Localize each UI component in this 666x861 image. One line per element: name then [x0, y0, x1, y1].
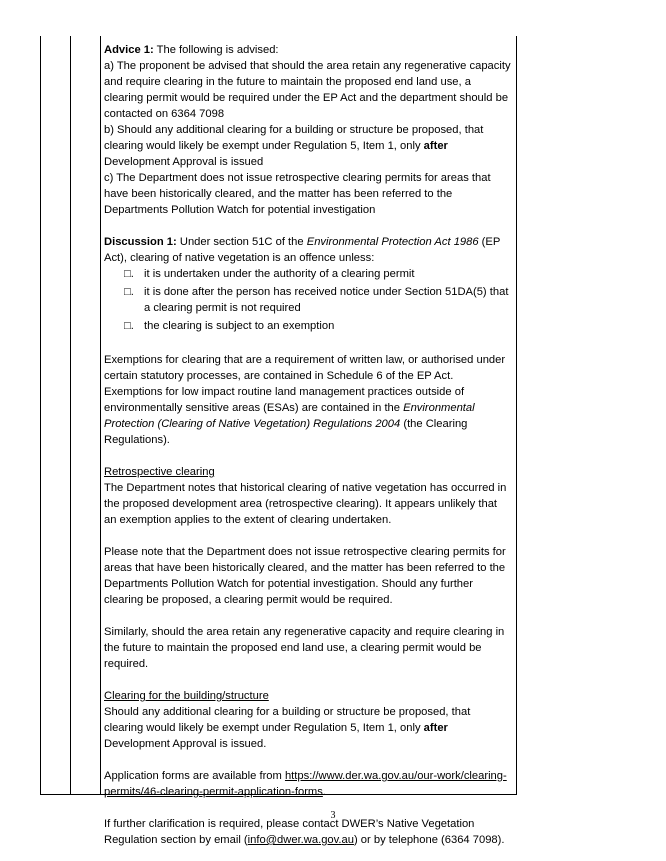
list-item-text: it is undertaken under the authority of a clearing permit [144, 268, 415, 280]
application-forms-link[interactable]: https://www.der.wa.gov.au/our-work/clearing-permits/46-clearing-permit-application-forms [104, 770, 507, 798]
bullet-box-icon: □. [124, 286, 134, 298]
exemptions-text-end: (the Clearing Regulations). [104, 418, 468, 446]
table-column-divider-1 [70, 36, 71, 795]
exemption-conditions-list [104, 266, 512, 334]
contact-text: If further clarification is required, please contact DWER’s Native Vegetation Regulation section by email ( [104, 818, 475, 846]
bullet-box-icon: □. [124, 320, 134, 332]
building-heading: Clearing for the building/structure [104, 690, 269, 702]
forms-text-end: . [322, 786, 326, 798]
list-item [122, 318, 512, 334]
exemptions-paragraph [104, 352, 512, 448]
list-item-text: it is done after the person has received notice under Section 51DA(5) that a clearing permit is not required [144, 286, 509, 314]
forms-paragraph [104, 768, 512, 800]
page-number: 3 [330, 810, 336, 821]
advice-item-c: c) The Department does not issue retrospective clearing permits for areas that have been historically cleared, and the matter has been referred to the Departments Pollution Watch for potential investigation [104, 172, 491, 216]
building-paragraph [104, 704, 512, 752]
contact-text-end: ) or by telephone (6364 7098). [353, 834, 505, 846]
advice-heading-rest: The following is advised: [153, 44, 279, 56]
advice-item-b-text-end: Development Approval is issued [104, 156, 264, 168]
discussion-intro-text: Under section 51C of the [176, 236, 307, 248]
retrospective-paragraph-3: Similarly, should the area retain any regenerative capacity and require clearing in the future to maintain the proposed end land use, a clearing permit would be required. [104, 626, 505, 670]
advice-heading-line [104, 42, 512, 58]
advice-item-a: a) The proponent be advised that should the area retain any regenerative capacity and require clearing in the future to maintain the proposed end land use, a clearing permit would be required under the EP Act and the department should be contacted on 6364 7098 [104, 60, 511, 120]
table-border-left [40, 36, 41, 795]
retrospective-paragraph-2: Please note that the Department does not issue retrospective clearing permits for areas that have been historically cleared, and the matter has been referred to the Departments Pollution Watch for potential investigation. Should any further clearing be proposed, a clearing permit would be required. [104, 546, 506, 606]
advice-item-b-text: b) Should any additional clearing for a building or structure be proposed, that clearing would likely be exempt under Regulation 5, Item 1, only [104, 124, 484, 152]
exemptions-text: Exemptions for clearing that are a requirement of written law, or authorised under certain statutory processes, are contained in Schedule 6 of the EP Act. Exemptions for low impact routine land management practices outside of environmentally sensitive areas (ESAs) are contained in the [104, 354, 506, 414]
discussion-heading: Discussion 1: [104, 236, 177, 248]
building-text: Should any additional clearing for a building or structure be proposed, that clearing would likely be exempt under Regulation 5, Item 1, only [104, 706, 471, 734]
advice-heading: Advice 1: [104, 44, 154, 56]
discussion-act-title: Environmental Protection Act 1986 [306, 236, 479, 248]
retrospective-paragraph-1: The Department notes that historical clearing of native vegetation has occurred in the proposed development area (retrospective clearing). It appears unlikely that an exemption applies to the extent of clearing undertaken. [104, 482, 507, 526]
list-item [122, 284, 512, 316]
retrospective-heading: Retrospective clearing [104, 466, 215, 478]
list-item [122, 266, 512, 282]
contact-email-link[interactable]: info@dwer.wa.gov.au [247, 834, 354, 846]
advice-item-b [104, 122, 512, 170]
forms-text: Application forms are available from [104, 770, 285, 782]
discussion-intro [104, 234, 512, 266]
building-text-end: Development Approval is issued. [104, 738, 267, 750]
discussion-intro-text-end: (EP Act), clearing of native vegetation is an offence unless: [104, 236, 501, 264]
table-cell-content [104, 42, 512, 848]
bullet-box-icon: □. [124, 268, 134, 280]
list-item-text: the clearing is subject to an exemption [144, 320, 335, 332]
advice-item-b-emphasis: after [423, 140, 448, 152]
building-emphasis: after [423, 722, 448, 734]
regulations-title: Environmental Protection (Clearing of Native Vegetation) Regulations 2004 [104, 402, 475, 430]
table-column-divider-2 [100, 36, 101, 795]
